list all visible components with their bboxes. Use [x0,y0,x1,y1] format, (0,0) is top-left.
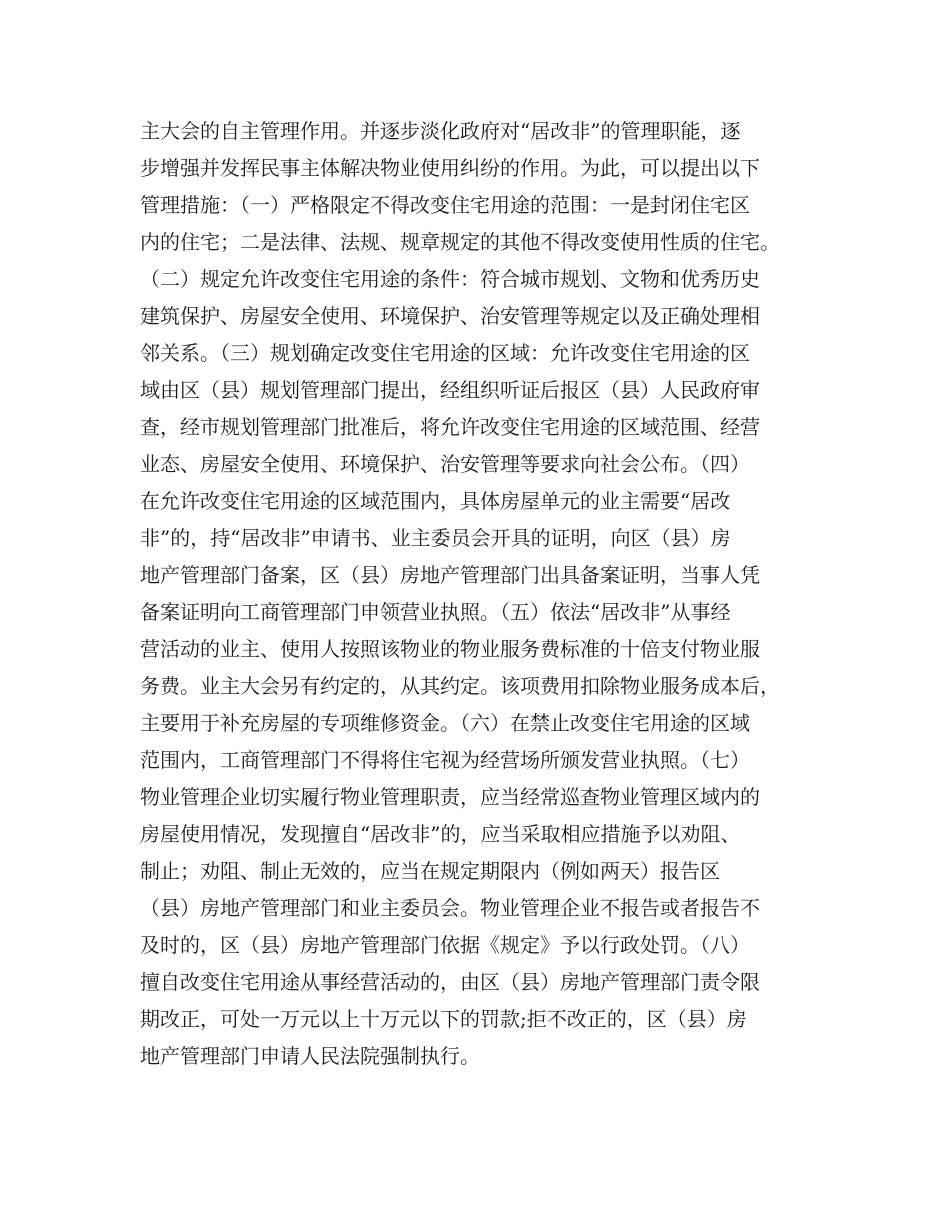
text-line: 房屋使用情况，发现擅自“居改非”的，应当采取相应措施予以劝阻、 [140,822,741,846]
text-line: （县）房地产管理部门和业主委员会。物业管理企业不报告或者报告不 [140,896,760,920]
body-paragraph [140,113,840,1075]
text-line: 期改正，可处一万元以上十万元以下的罚款;拒不改正的，区（县）房 [140,1007,747,1031]
text-line: 邻关系。（三）规划确定改变住宅用途的区域：允许改变住宅用途的区 [140,341,750,365]
text-line: 营活动的业主、使用人按照该物业的物业服务费标准的十倍支付物业服 [140,637,760,661]
text-line: 业态、房屋安全使用、环境保护、治安管理等要求向社会公布。（四） [140,452,750,476]
text-line: 主要用于补充房屋的专项维修资金。（六）在禁止改变住宅用途的区域 [140,711,750,735]
text-line: 地产管理部门申请人民法院强制执行。 [140,1044,480,1068]
text-line: 范围内，工商管理部门不得将住宅视为经营场所颁发营业执照。（七） [140,748,750,772]
text-line: 步增强并发挥民事主体解决物业使用纠纷的作用。为此，可以提出以下 [140,156,760,180]
text-line: 主大会的自主管理作用。并逐步淡化政府对“居改非”的管理职能，逐 [140,119,741,143]
text-line: 务费。业主大会另有约定的，从其约定。该项费用扣除物业服务成本后， [140,674,780,698]
text-line: 备案证明向工商管理部门申领营业执照。（五）依法“居改非”从事经 [140,600,731,624]
text-line: 制止；劝阻、制止无效的，应当在规定期限内（例如两天）报告区 [140,859,720,883]
text-line: 非”的，持“居改非”申请书、业主委员会开具的证明，向区（县）房 [140,526,731,550]
text-line: 及时的，区（县）房地产管理部门依据《规定》予以行政处罚。（八） [140,933,750,957]
text-line: 查，经市规划管理部门批准后，将允许改变住宅用途的区域范围、经营 [140,415,760,439]
text-line: 地产管理部门备案，区（县）房地产管理部门出具备案证明，当事人凭 [140,563,760,587]
text-line: 物业管理企业切实履行物业管理职责，应当经常巡查物业管理区域内的 [140,785,760,809]
text-line: 管理措施：（一）严格限定不得改变住宅用途的范围：一是封闭住宅区 [140,193,750,217]
text-line: 内的住宅；二是法律、法规、规章规定的其他不得改变使用性质的住宅。 [140,230,780,254]
text-line: 擅自改变住宅用途从事经营活动的，由区（县）房地产管理部门责令限 [140,970,760,994]
text-line: 建筑保护、房屋安全使用、环境保护、治安管理等规定以及正确处理相 [140,304,760,328]
text-line: 域由区（县）规划管理部门提出，经组织听证后报区（县）人民政府审 [140,378,760,402]
text-line: （二）规定允许改变住宅用途的条件：符合城市规划、文物和优秀历史 [140,267,760,291]
text-line: 在允许改变住宅用途的区域范围内，具体房屋单元的业主需要“居改 [140,489,731,513]
